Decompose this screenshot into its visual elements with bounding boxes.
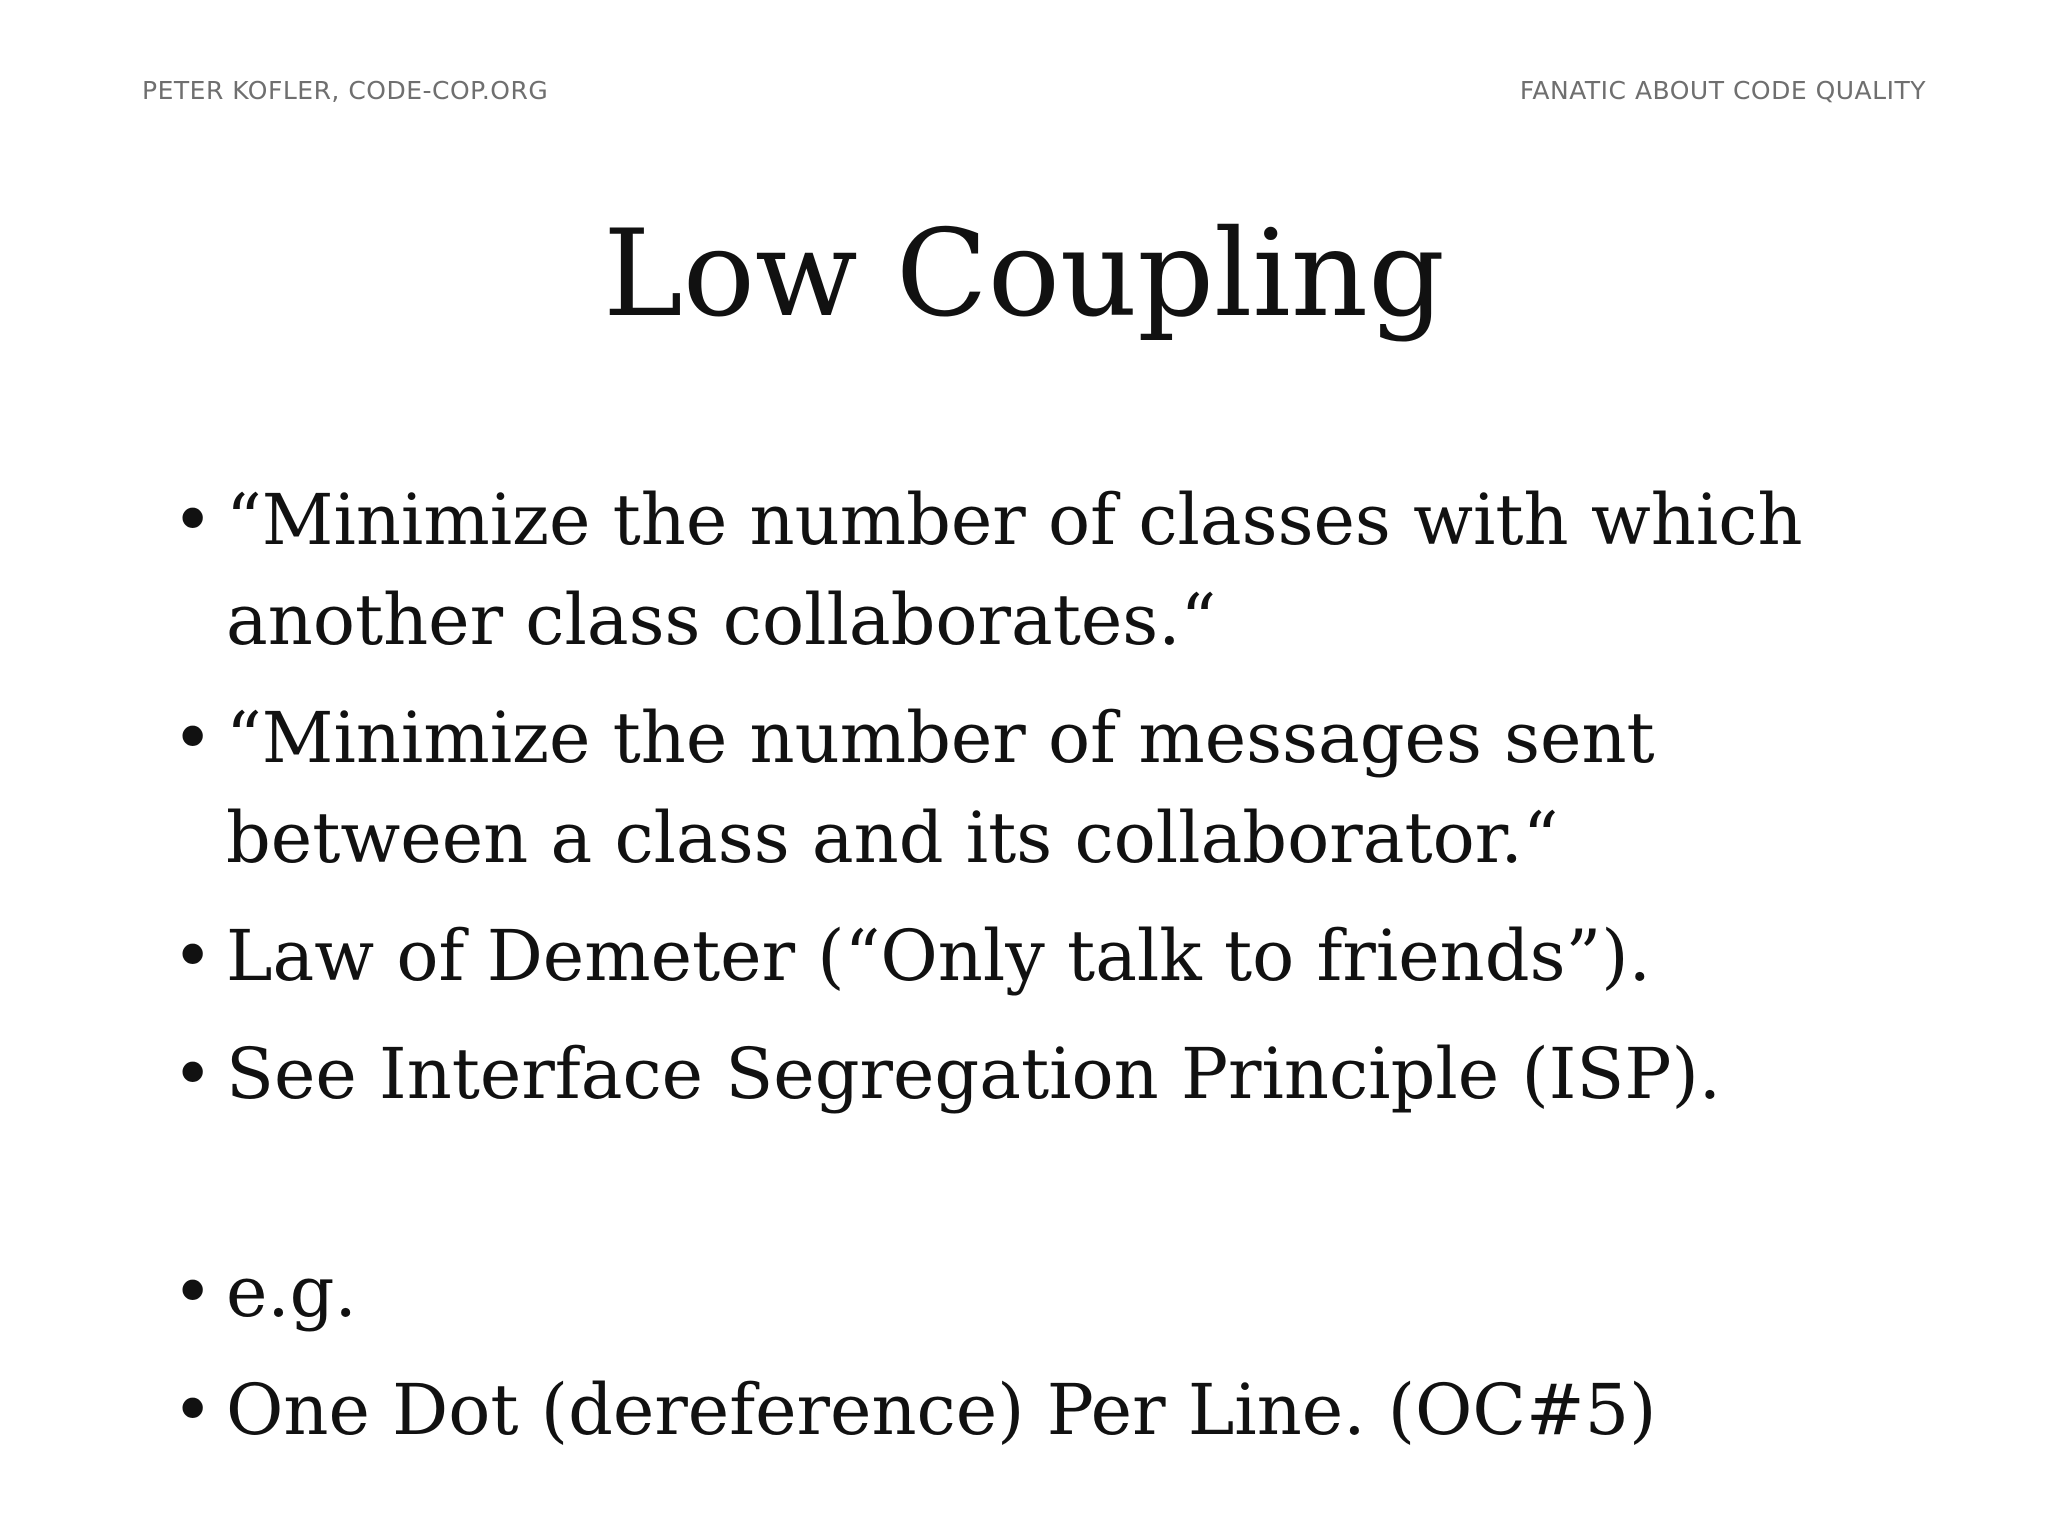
bullet-icon: •: [172, 479, 214, 561]
bullet-icon: •: [172, 1251, 214, 1333]
header-tagline: FANATIC ABOUT CODE QUALITY: [1519, 76, 1926, 105]
bullet-text: “Minimize the number of messages sent between a class and its collaborator.“: [226, 697, 1655, 879]
bullet-text: e.g.: [226, 1251, 357, 1333]
bullet-item: [172, 1024, 1892, 1124]
bullet-icon: •: [172, 915, 214, 997]
bullet-text: One Dot (dereference) Per Line. (OC#5): [226, 1369, 1657, 1451]
bullet-icon: •: [172, 697, 214, 779]
bullet-item: [172, 470, 1892, 670]
bullet-item: [172, 1242, 1892, 1342]
bullet-text: See Interface Segregation Principle (ISP).: [226, 1033, 1722, 1115]
bullet-item: [172, 1360, 1892, 1460]
bullet-item: [172, 688, 1892, 888]
bullet-list: [172, 470, 1892, 1478]
slide-title: Low Coupling: [603, 205, 1445, 344]
header-author: PETER KOFLER, CODE-COP.ORG: [142, 76, 549, 105]
bullet-text: Law of Demeter (“Only talk to friends”).: [226, 915, 1651, 997]
bullet-icon: •: [172, 1369, 214, 1451]
bullet-icon: •: [172, 1033, 214, 1115]
bullet-text: “Minimize the number of classes with which another class collaborates.“: [226, 479, 1803, 661]
bullet-item: [172, 906, 1892, 1006]
